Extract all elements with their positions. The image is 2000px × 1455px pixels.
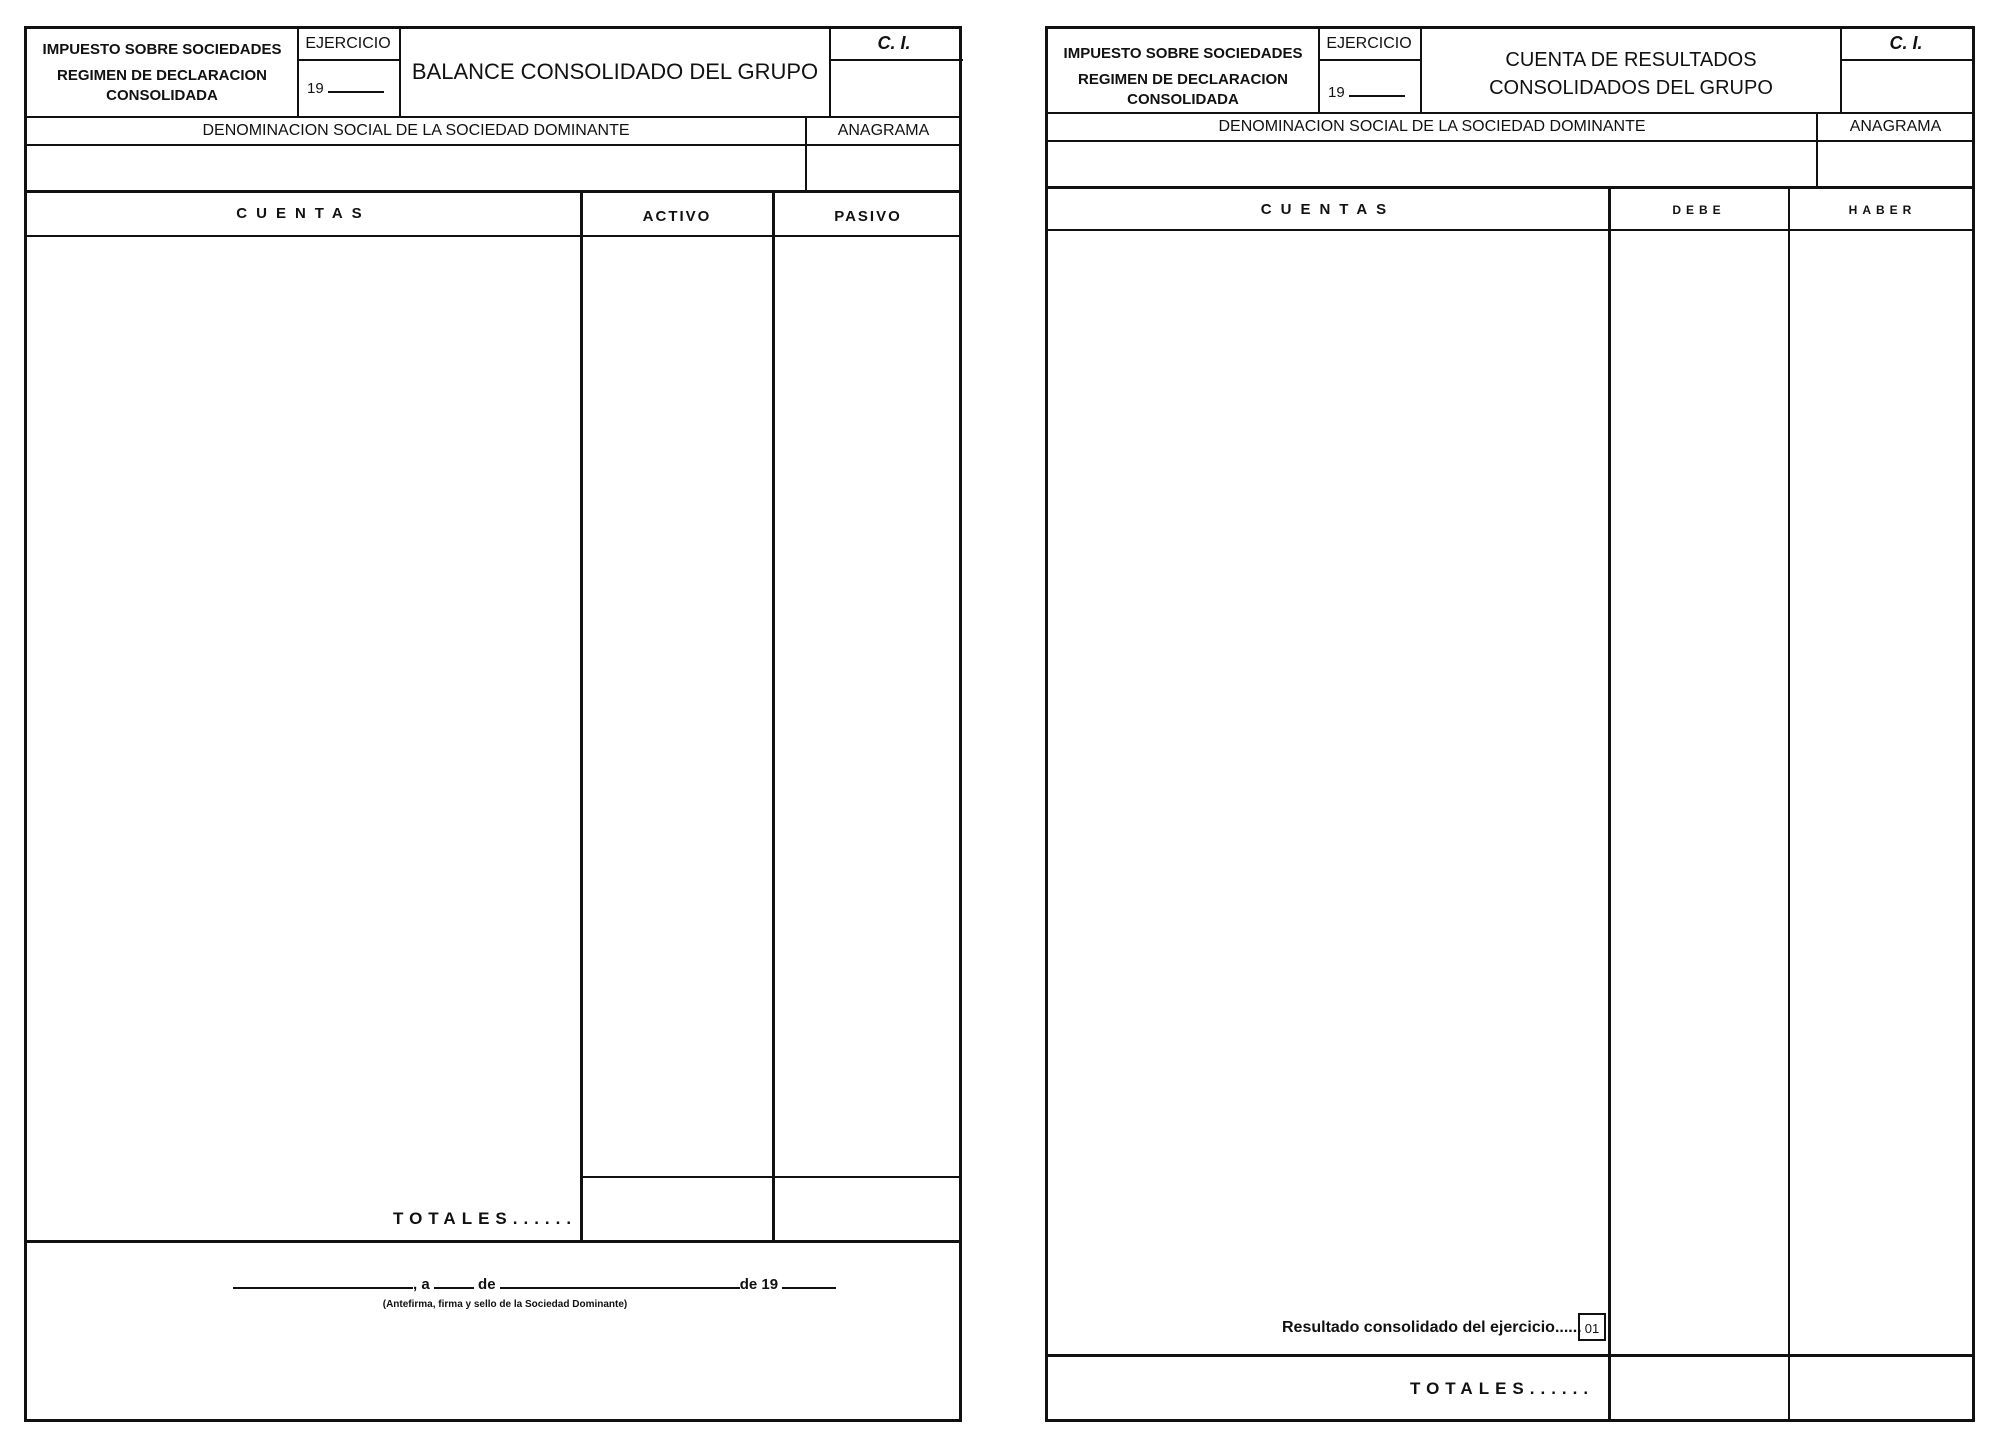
divider [1840,59,1975,61]
denominacion-field[interactable] [27,145,804,189]
divider [829,59,963,61]
form-code: C. I. [1889,33,1923,53]
ejercicio-label: EJERCICIO [305,35,391,52]
form-title-line-1: CUENTA DE RESULTADOS [1505,49,1757,71]
ejercicio-year-field[interactable] [307,77,384,97]
col-pasivo-header: PASIVO [834,208,902,225]
ejercicio-label: EJERCICIO [1326,35,1412,52]
form-code: C. I. [877,33,911,53]
debe-column-area[interactable] [1612,231,1787,1354]
sig-a-text: , a [413,1276,430,1293]
col-cuentas-header: CUENTAS [236,205,371,222]
totales-label: TOTALES...... [1410,1379,1595,1398]
divider [297,59,399,61]
col-activo-header: ACTIVO [642,208,712,225]
denominacion-field[interactable] [1048,141,1815,185]
balance-consolidado-form [24,26,962,1422]
divider [580,190,583,1240]
divider [772,190,775,1240]
divider [582,1176,962,1178]
divider [1788,186,1790,1422]
resultado-label: Resultado consolidado del ejercicio...... [1282,1319,1582,1336]
tax-line-3: CONSOLIDADA [1127,91,1239,108]
haber-column-area[interactable] [1791,231,1975,1354]
totales-label: TOTALES...... [393,1209,578,1228]
tax-line-2: REGIMEN DE DECLARACION [56,67,267,84]
anagrama-label: ANAGRAMA [1849,118,1942,135]
cuenta-resultados-form [1045,26,1975,1422]
year-prefix: 19 [307,80,324,97]
col-haber-header: HABER [1848,203,1917,217]
anagrama-label: ANAGRAMA [837,122,930,139]
divider [1048,1354,1975,1357]
anagrama-field[interactable] [807,145,962,189]
ejercicio-year-field[interactable] [1328,81,1405,101]
tax-line-1: IMPUESTO SOBRE SOCIEDADES [1063,45,1303,62]
year-prefix: 19 [1328,84,1345,101]
col-debe-header: DEBE [1672,203,1726,217]
sig-de-text: de [478,1276,496,1293]
pasivo-column-area[interactable] [776,237,962,1175]
divider [27,116,962,118]
anagrama-field[interactable] [1818,141,1975,185]
form-title-line-2: CONSOLIDADOS DEL GRUPO [1489,77,1773,99]
divider [27,1240,962,1243]
signature-line[interactable] [233,1273,836,1293]
signature-caption: (Antefirma, firma y sello de la Sociedad Dominante) [382,1299,628,1310]
divider [1318,59,1420,61]
col-cuentas-header: CUENTAS [1260,201,1396,218]
resultado-code-box: 01 [1578,1313,1606,1341]
tax-line-1: IMPUESTO SOBRE SOCIEDADES [42,41,282,58]
cuentas-column-area[interactable] [27,237,579,1237]
cuentas-column-area[interactable] [1048,231,1606,1331]
denominacion-label: DENOMINACION SOCIAL DE LA SOCIEDAD DOMINANTE [202,122,630,139]
denominacion-label: DENOMINACION SOCIAL DE LA SOCIEDAD DOMINANTE [1218,118,1646,135]
sig-de19-text: de 19 [739,1276,779,1293]
divider [1608,186,1611,1422]
tax-line-3: CONSOLIDADA [106,87,218,104]
divider [1048,186,1975,189]
divider [27,190,962,193]
tax-line-2: REGIMEN DE DECLARACION [1077,71,1288,88]
divider [1048,112,1975,114]
activo-column-area[interactable] [584,237,771,1175]
form-title: BALANCE CONSOLIDADO DEL GRUPO [411,59,819,84]
